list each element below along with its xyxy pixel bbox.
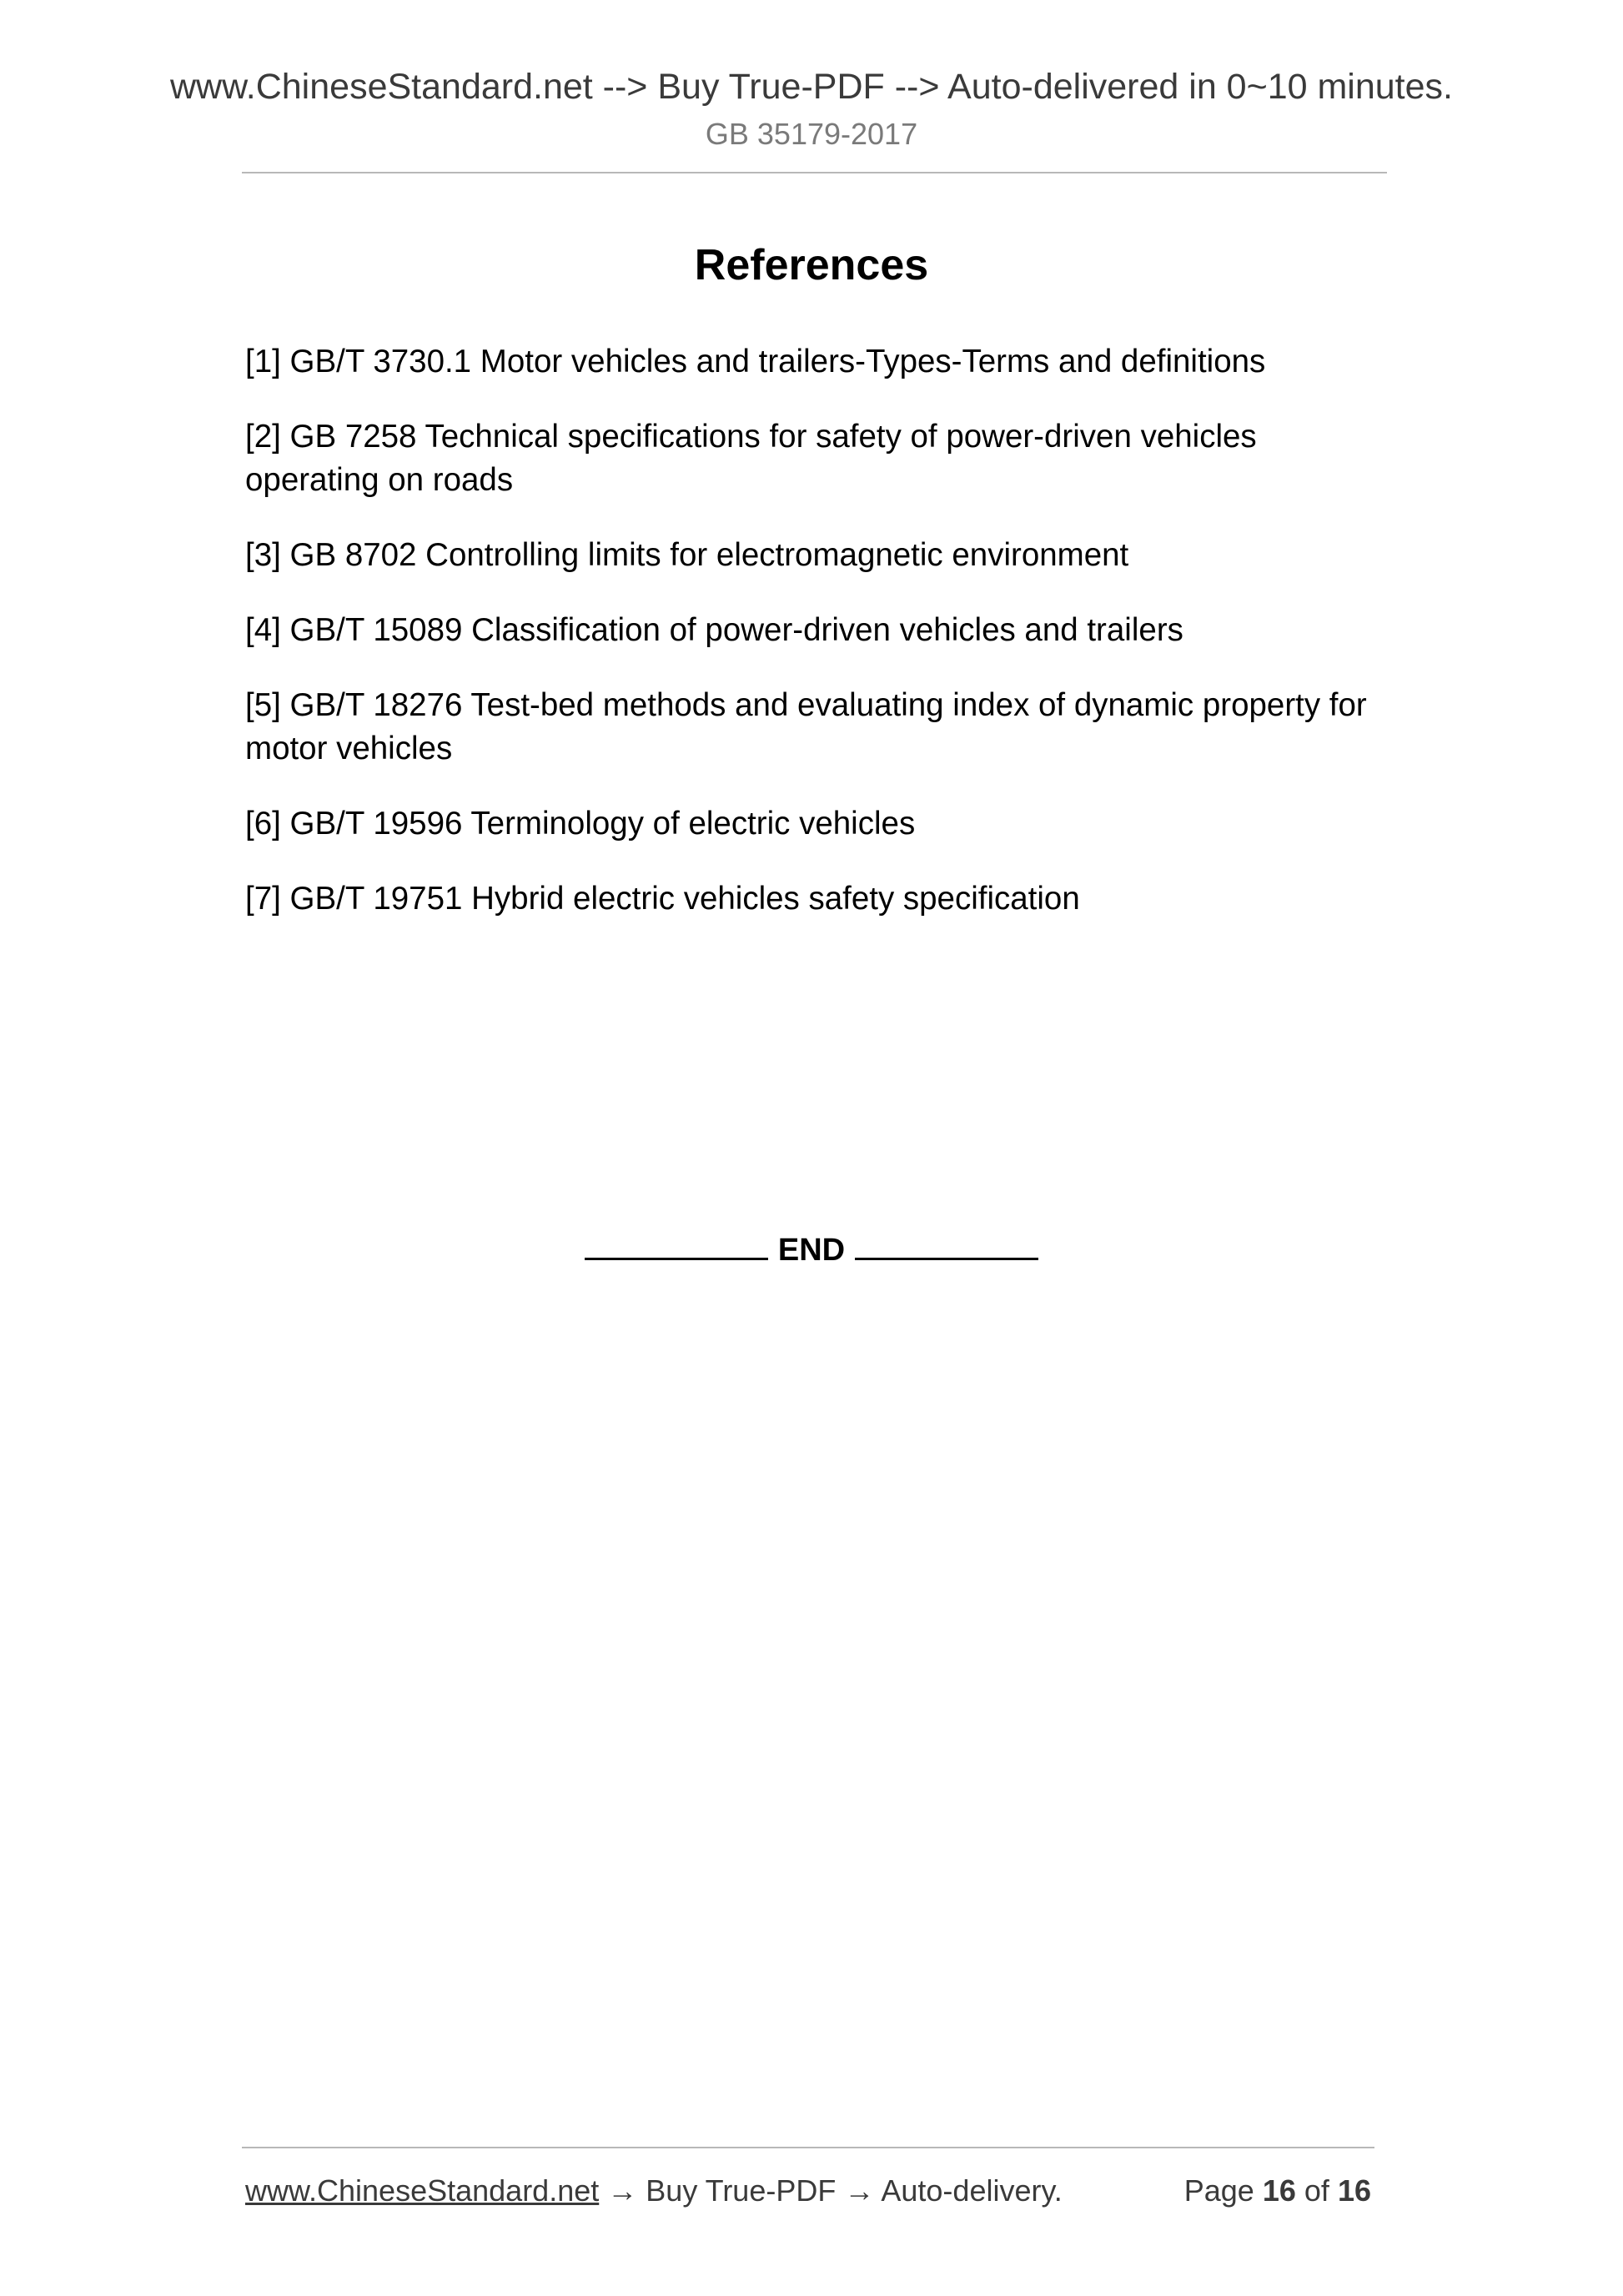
footer-site-link[interactable]: www.ChineseStandard.net	[245, 2173, 600, 2208]
page-title: References	[694, 241, 929, 289]
page-total: 16	[1337, 2173, 1371, 2208]
arrow-right-icon: →	[844, 2173, 875, 2208]
page-current: 16	[1262, 2173, 1296, 2208]
end-rule-right	[855, 1257, 1038, 1260]
page-of: of	[1304, 2173, 1329, 2208]
end-text: END	[777, 1233, 846, 1268]
header-divider	[242, 172, 1387, 173]
page-number	[1184, 2173, 1371, 2208]
footer-buy-text: Buy True-PDF	[646, 2173, 837, 2208]
end-marker	[0, 1233, 1623, 1269]
reference-item: [4] GB/T 15089 Classification of power-driven vehicles and trailers	[245, 612, 1183, 648]
reference-item: [7] GB/T 19751 Hybrid electric vehicles safety specification	[245, 881, 1080, 917]
reference-item: [6] GB/T 19596 Terminology of electric vehicles	[245, 806, 916, 842]
end-rule-left	[585, 1257, 768, 1260]
reference-item: [3] GB 8702 Controlling limits for electromagnetic environment	[245, 537, 1129, 573]
references-list	[245, 340, 1367, 952]
page-footer	[245, 2173, 1371, 2208]
footer-delivery-text: Auto-delivery.	[881, 2173, 1063, 2208]
page-label: Page	[1183, 2173, 1254, 2208]
standard-code: GB 35179-2017	[705, 117, 918, 151]
reference-item: [1] GB/T 3730.1 Motor vehicles and trailers-Types-Terms and definitions	[245, 344, 1266, 379]
header-banner[interactable]: www.ChineseStandard.net --> Buy True-PDF --> Auto-delivered in 0~10 minutes.	[169, 67, 1453, 107]
reference-item: [5] GB/T 18276 Test-bed methods and evaluating index of dynamic property for motor vehicles	[245, 687, 1367, 766]
reference-item: [2] GB 7258 Technical specifications for safety of power-driven vehicles operating on roads	[245, 419, 1257, 498]
footer-divider	[242, 2147, 1374, 2148]
arrow-right-icon: →	[607, 2173, 638, 2208]
